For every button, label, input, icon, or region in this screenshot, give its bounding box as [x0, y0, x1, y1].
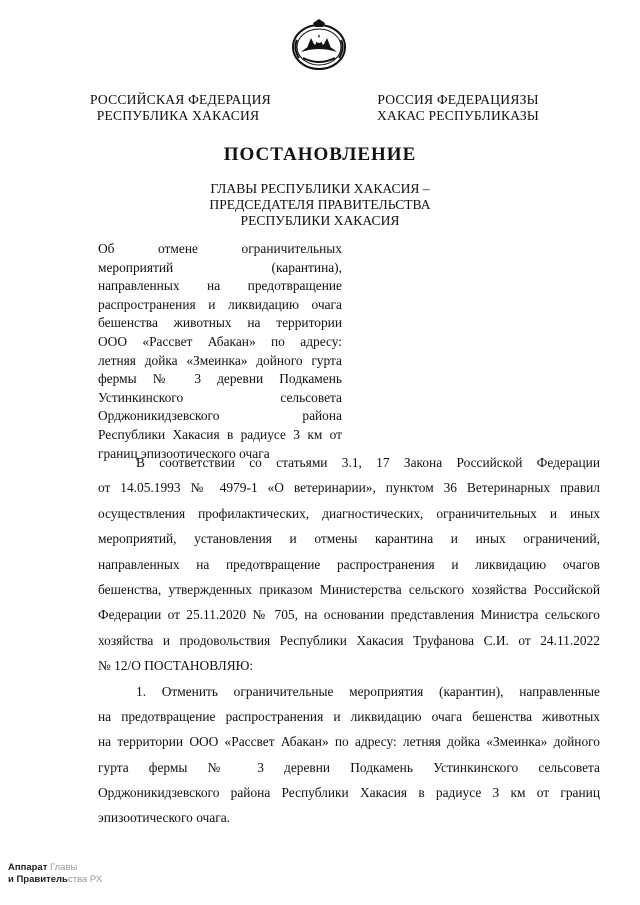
paragraph1-line: хозяйства и продовольствия Республики Хакасия Труфанова С.И. от 24.11.2022 — [98, 632, 600, 648]
subject-line: ООО «Рассвет Абакан» по адресу: — [98, 333, 342, 349]
header-right-line1: РОССИЯ ФЕДЕРАЦИЯЗЫ — [377, 92, 539, 107]
paragraph1-line: Федерации от 25.11.2020 № 705, на основании представления Министра сельского — [98, 607, 600, 623]
subject-line: границ эпизоотического очага — [98, 445, 270, 461]
registration-stamp — [8, 862, 102, 886]
subject-line: направленных на предотвращение — [98, 278, 342, 294]
subtitle-line3: РЕСПУБЛИКИ ХАКАСИЯ — [240, 213, 400, 228]
paragraph2-line: Орджоникидзевского района Республики Хакасия в радиусе 3 км от границ — [98, 785, 600, 801]
subtitle-line2: ПРЕДСЕДАТЕЛЯ ПРАВИТЕЛЬСТВА — [209, 197, 431, 212]
subject-line: Республики Хакасия в радиусе 3 км от — [98, 426, 342, 442]
coat-of-arms-emblem — [289, 18, 349, 72]
header-right — [373, 92, 543, 124]
paragraph1-line: направленных на предотвращение распространения и ликвидацию очагов — [98, 556, 600, 572]
stamp-line2-main: и Правитель — [8, 874, 68, 885]
paragraph1-line: от 14.05.1993 № 4979-1 «О ветеринарии», пунктом 36 Ветеринарных правил — [98, 480, 600, 496]
stamp-line1-main: Аппарат — [8, 862, 48, 873]
subject-line: фермы № 3 деревни Подкамень — [98, 371, 342, 387]
subject-line: Об отмене ограничительных — [98, 241, 342, 256]
subject-line: мероприятий (карантина), — [98, 259, 342, 275]
paragraph1-line: осуществления профилактических, диагностических, ограничительных и иных — [98, 505, 600, 521]
subject-line: летняя дойка «Змеинка» дойного гурта — [98, 352, 342, 368]
document-body — [98, 450, 600, 831]
subject-line: Орджоникидзевского района — [98, 408, 342, 424]
stamp-line2-faded: ства РХ — [67, 874, 103, 885]
paragraph2-line: на предотвращение распространения и ликвидацию очага бешенства животных — [98, 708, 600, 724]
paragraph1-line: бешенства, утвержденных приказом Министерства сельского хозяйства Российской — [98, 581, 600, 597]
subject-line: распространения и ликвидацию очага — [98, 296, 342, 312]
paragraph2-line: эпизоотического очага. — [98, 810, 231, 826]
subject-line: бешенства животных на территории — [98, 315, 342, 331]
paragraph2-line: 1. Отменить ограничительные мероприятия (карантин), направленные — [136, 683, 600, 699]
stamp-line2 — [8, 874, 102, 886]
stamp-line1-faded: Главы — [50, 862, 78, 873]
header-left — [90, 92, 271, 124]
paragraph1-line: мероприятий, установления и отмены карантина и иных ограничений, — [98, 531, 600, 547]
subject-line: Устинкинского сельсовета — [98, 389, 342, 405]
paragraph1-line: В соответствии со статьями 3.1, 17 Закона Российской Федерации — [136, 455, 600, 470]
header-left-line1: РОССИЙСКАЯ ФЕДЕРАЦИЯ — [90, 92, 271, 107]
document-subject — [98, 240, 342, 463]
paragraph1-line: № 12/О ПОСТАНОВЛЯЮ: — [98, 658, 254, 674]
header-left-line2: РЕСПУБЛИКА ХАКАСИЯ — [96, 108, 260, 123]
stamp-line1 — [8, 862, 102, 874]
paragraph2-line: на территории ООО «Рассвет Абакан» по адресу: летняя дойка «Змеинка» дойного — [98, 734, 600, 750]
paragraph2-line: гурта фермы № 3 деревни Подкамень Устинкинского сельсовета — [98, 759, 600, 775]
document-title: ПОСТАНОВЛЕНИЕ — [223, 144, 417, 165]
document-subtitle — [0, 181, 640, 229]
subtitle-line1: ГЛАВЫ РЕСПУБЛИКИ ХАКАСИЯ – — [210, 181, 430, 196]
header-right-line2: ХАКАС РЕСПУБЛИКАЗЫ — [377, 108, 539, 123]
